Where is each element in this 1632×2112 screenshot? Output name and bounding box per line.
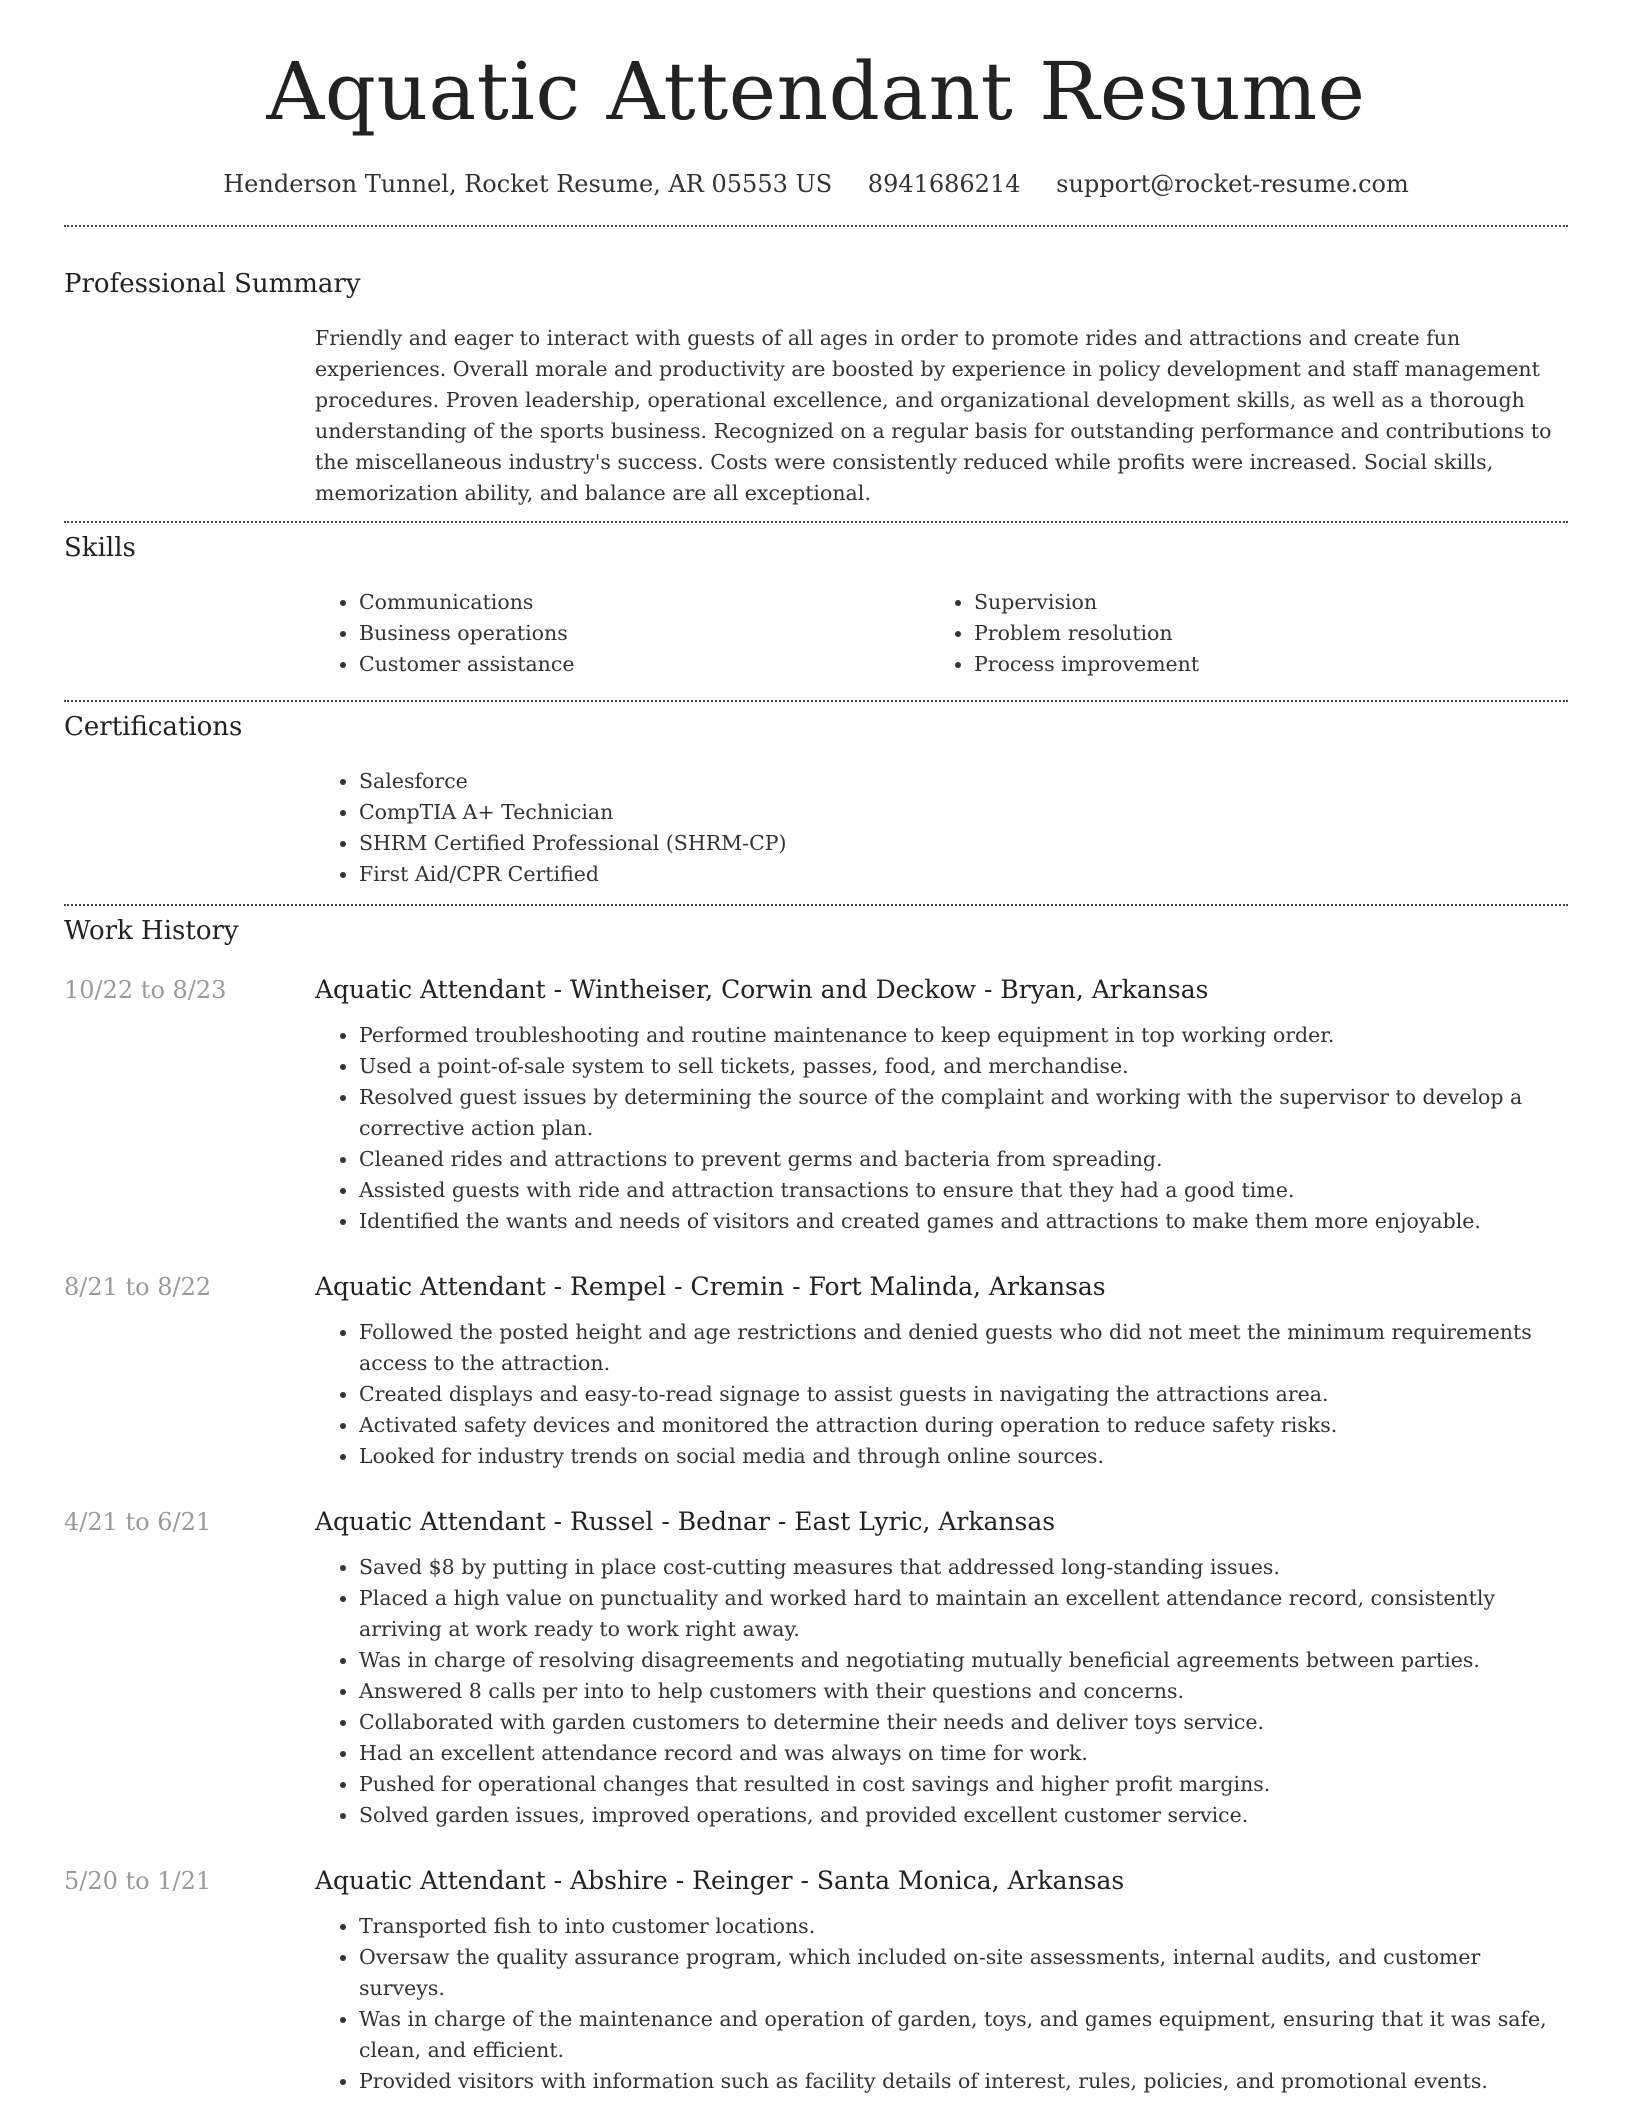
contact-address: Henderson Tunnel, Rocket Resume, AR 05553 US bbox=[223, 170, 833, 198]
list-item: • Business operations bbox=[359, 618, 930, 649]
job-bullets bbox=[315, 1317, 1568, 1472]
list-item: • Collaborated with garden customers to determine their needs and deliver toys service. bbox=[359, 1707, 1568, 1738]
list-item: • Provided visitors with information such as facility details of interest, rules, policies, and promotional events. bbox=[359, 2066, 1568, 2097]
certifications-list bbox=[315, 766, 1568, 890]
job-title: Aquatic Attendant - Russel - Bednar - East Lyric, Arkansas bbox=[315, 1506, 1056, 1536]
list-item: • Activated safety devices and monitored the attraction during operation to reduce safety risks. bbox=[359, 1410, 1568, 1441]
skills-section bbox=[64, 523, 1568, 680]
list-item: • SHRM Certified Professional (SHRM-CP) bbox=[359, 828, 1568, 859]
list-item: • Customer assistance bbox=[359, 649, 930, 680]
list-item: • Saved $8 by putting in place cost-cutting measures that addressed long-standing issues. bbox=[359, 1552, 1568, 1583]
job-title: Aquatic Attendant - Abshire - Reinger - Santa Monica, Arkansas bbox=[315, 1865, 1125, 1895]
skills-title: Skills bbox=[64, 532, 136, 563]
summary-body bbox=[315, 323, 1568, 509]
list-item: • First Aid/CPR Certified bbox=[359, 859, 1568, 890]
list-item: • Transported fish to into customer locations. bbox=[359, 1911, 1568, 1942]
list-item: • Assisted guests with ride and attraction transactions to ensure that they had a good time. bbox=[359, 1175, 1568, 1206]
list-item: • Created displays and easy-to-read signage to assist guests in navigating the attractions area. bbox=[359, 1379, 1568, 1410]
job-entry bbox=[64, 1506, 1568, 1831]
list-item: • Cleaned rides and attractions to prevent germs and bacteria from spreading. bbox=[359, 1144, 1568, 1175]
job-title: Aquatic Attendant - Wintheiser, Corwin and Deckow - Bryan, Arkansas bbox=[315, 974, 1209, 1004]
list-item: • Followed the posted height and age restrictions and denied guests who did not meet the minimum requirements access to the attraction. bbox=[359, 1317, 1568, 1379]
list-item: • Resolved guest issues by determining the source of the complaint and working with the supervisor to develop a corrective action plan. bbox=[359, 1082, 1568, 1144]
job-entry bbox=[64, 974, 1568, 1237]
list-item: • Problem resolution bbox=[974, 618, 1568, 649]
job-date: 4/21 to 6/21 bbox=[64, 1507, 212, 1536]
skills-list-right bbox=[930, 587, 1568, 680]
list-item: • Process improvement bbox=[974, 649, 1568, 680]
work-title: Work History bbox=[64, 915, 239, 946]
list-item: • Oversaw the quality assurance program, which included on-site assessments, internal audits, and customer surveys. bbox=[359, 1942, 1568, 2004]
job-entry bbox=[64, 1865, 1568, 2097]
job-bullets bbox=[315, 1020, 1568, 1237]
job-date: 8/21 to 8/22 bbox=[64, 1272, 212, 1301]
list-item: • CompTIA A+ Technician bbox=[359, 797, 1568, 828]
list-item: • Answered 8 calls per into to help customers with their questions and concerns. bbox=[359, 1676, 1568, 1707]
list-item: • Supervision bbox=[974, 587, 1568, 618]
job-bullets bbox=[315, 1911, 1568, 2097]
list-item: • Solved garden issues, improved operations, and provided excellent customer service. bbox=[359, 1800, 1568, 1831]
resume-header bbox=[64, 0, 1568, 227]
list-item: • Identified the wants and needs of visitors and created games and attractions to make them more enjoyable. bbox=[359, 1206, 1568, 1237]
job-entry bbox=[64, 1271, 1568, 1472]
job-date: 5/20 to 1/21 bbox=[64, 1866, 212, 1895]
certifications-body bbox=[315, 766, 1568, 890]
list-item: • Used a point-of-sale system to sell tickets, passes, food, and merchandise. bbox=[359, 1051, 1568, 1082]
list-item: • Placed a high value on punctuality and worked hard to maintain an excellent attendance record, consistently arriving at work ready to work right away. bbox=[359, 1583, 1568, 1645]
list-item: • Performed troubleshooting and routine maintenance to keep equipment in top working order. bbox=[359, 1020, 1568, 1051]
summary-title: Professional Summary bbox=[64, 268, 361, 299]
contact-email: support@rocket-resume.com bbox=[1056, 170, 1409, 198]
certifications-section bbox=[64, 702, 1568, 890]
contact-phone: 8941686214 bbox=[867, 170, 1021, 198]
summary-text: Friendly and eager to interact with guests of all ages in order to promote rides and attractions and create fun experiences. Overall morale and productivity are boosted by experience in policy development and staff management procedures. Proven leadership, operational excellence, and organizational development skills, as well as a thorough understanding of the sports business. Recognized on a regular basis for outstanding performance and contributions to the miscellaneous industry's success. Costs were consistently reduced while profits were increased. Social skills, memorization ability, and balance are all exceptional. bbox=[315, 325, 1552, 505]
list-item: • Was in charge of resolving disagreements and negotiating mutually beneficial agreements between parties. bbox=[359, 1645, 1568, 1676]
skills-list-left bbox=[315, 587, 930, 680]
list-item: • Pushed for operational changes that resulted in cost savings and higher profit margins. bbox=[359, 1769, 1568, 1800]
list-item: • Salesforce bbox=[359, 766, 1568, 797]
contact-line bbox=[64, 170, 1568, 199]
list-item: • Was in charge of the maintenance and operation of garden, toys, and games equipment, ensuring that it was safe, clean, and efficient. bbox=[359, 2004, 1568, 2066]
skills-body bbox=[315, 587, 1568, 680]
list-item: • Had an excellent attendance record and was always on time for work. bbox=[359, 1738, 1568, 1769]
job-title: Aquatic Attendant - Rempel - Cremin - Fort Malinda, Arkansas bbox=[315, 1271, 1106, 1301]
work-section bbox=[64, 906, 1568, 2097]
certifications-title: Certifications bbox=[64, 711, 243, 742]
job-date: 10/22 to 8/23 bbox=[64, 975, 227, 1004]
page-title: Aquatic Attendant Resume bbox=[266, 45, 1366, 138]
summary-section bbox=[64, 227, 1568, 509]
list-item: • Communications bbox=[359, 587, 930, 618]
job-bullets bbox=[315, 1552, 1568, 1831]
list-item: • Looked for industry trends on social media and through online sources. bbox=[359, 1441, 1568, 1472]
